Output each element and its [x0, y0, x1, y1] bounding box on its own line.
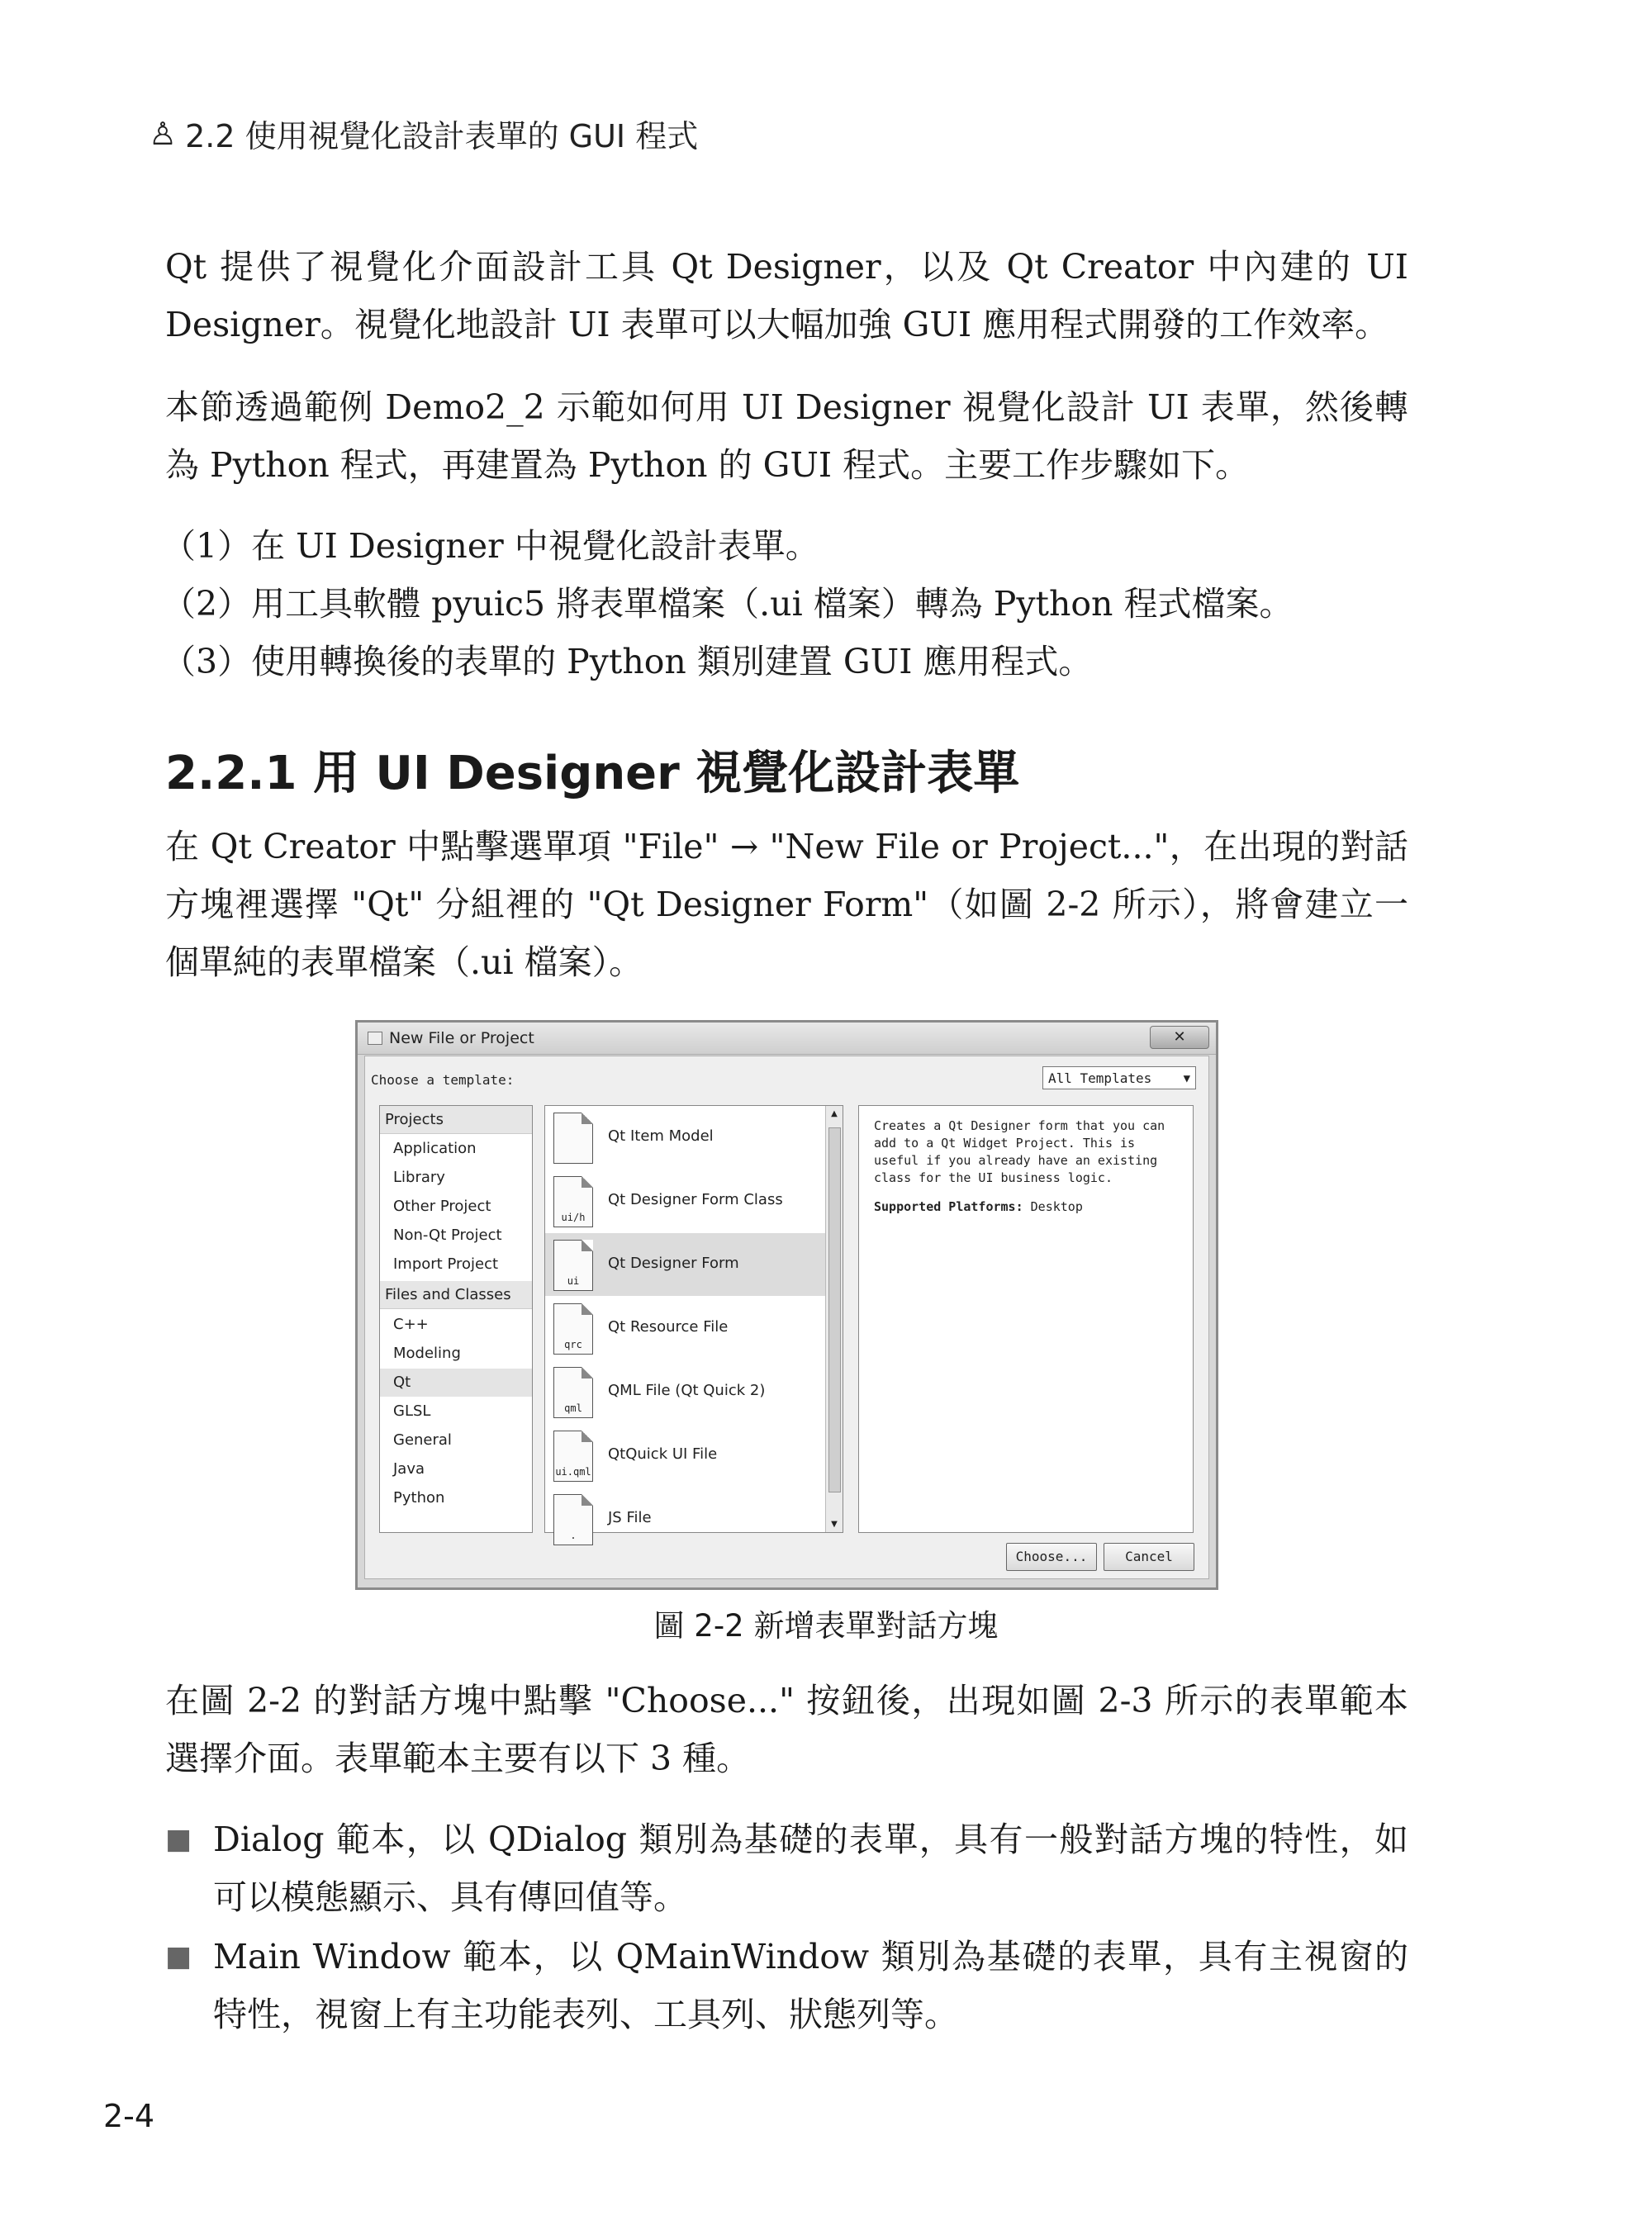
- file-template-item[interactable]: . JS File: [545, 1488, 826, 1550]
- close-button[interactable]: ✕: [1150, 1026, 1209, 1049]
- file-template-list[interactable]: [544, 1105, 843, 1541]
- section-paragraph: 在 Qt Creator 中點擊選單項 "File" → "New File or Project..."，在出現的對話方塊裡選擇 "Qt" 分組裡的 "Qt Designer Form"（如圖 2-2 所示），將會建立一個單純的表單檔案（.ui 檔案）。: [165, 827, 1408, 982]
- step-item: （1）在 UI Designer 中視覺化設計表單。: [162, 526, 819, 566]
- window-icon: [368, 1032, 382, 1045]
- step-item: （2）用工具軟體 pyuic5 將表單檔案（.ui 檔案）轉為 Python 程式檔案。: [162, 584, 1294, 624]
- after-figure-paragraph: 在圖 2-2 的對話方塊中點擊 "Choose..." 按鈕後，出現如圖 2-3 所示的表單範本選擇介面。表單範本主要有以下 3 種。: [165, 1681, 1408, 1778]
- choose-button[interactable]: Choose...: [1006, 1543, 1097, 1571]
- category-item[interactable]: Java: [393, 1460, 425, 1478]
- file-template-item[interactable]: qrc Qt Resource File: [545, 1297, 826, 1360]
- category-item[interactable]: Import Project: [393, 1255, 499, 1273]
- category-item[interactable]: Files and Classes: [380, 1281, 532, 1309]
- intro-paragraph-1: Qt 提供了視覺化介面設計工具 Qt Designer，以及 Qt Creator 中內建的 UI Designer。視覺化地設計 UI 表單可以大幅加強 GUI 應用程式開發的工作效率。: [165, 247, 1408, 344]
- category-item[interactable]: Non-Qt Project: [393, 1227, 502, 1244]
- template-filter-value: All Templates: [1048, 1070, 1152, 1086]
- category-item-selected[interactable]: Qt: [380, 1369, 532, 1397]
- template-description: [858, 1105, 1194, 1533]
- scrollbar-thumb[interactable]: [828, 1127, 841, 1492]
- document-icon: [553, 1113, 593, 1164]
- intro-paragraph-2: 本節透過範例 Demo2_2 示範如何用 UI Designer 視覺化設計 UI 表單，然後轉為 Python 程式，再建置為 Python 的 GUI 程式。主要工作步驟如下。: [165, 387, 1408, 485]
- section-title: 2.2.1 用 UI Designer 視覺化設計表單: [165, 747, 1020, 800]
- chevron-down-icon: ▼: [1183, 1072, 1190, 1085]
- document-icon: qrc: [553, 1303, 593, 1355]
- running-head-text: 2.2 使用視覺化設計表單的 GUI 程式: [185, 118, 699, 154]
- file-template-item[interactable]: qml QML File (Qt Quick 2): [545, 1360, 826, 1423]
- file-template-item[interactable]: ui/h Qt Designer Form Class: [545, 1170, 826, 1232]
- category-list[interactable]: [379, 1105, 533, 1533]
- bullet-item: ■ Dialog 範本，以 QDialog 類別為基礎的表單，具有一般對話方塊的特性，如可以模態顯示、具有傳回值等。: [165, 1810, 1408, 1926]
- figure-caption: 圖 2-2 新增表單對話方塊: [653, 1608, 999, 1644]
- category-item[interactable]: C++: [393, 1316, 429, 1333]
- bullet-square-icon: ■: [165, 1940, 192, 1973]
- file-list-scrollbar[interactable]: [825, 1106, 843, 1532]
- category-item[interactable]: Modeling: [393, 1345, 461, 1362]
- bullet-square-icon: ■: [165, 1823, 192, 1856]
- template-bullet-list: [165, 1810, 1408, 2045]
- category-item[interactable]: Projects: [380, 1106, 532, 1134]
- category-item[interactable]: GLSL: [393, 1402, 431, 1420]
- pawn-icon: ♙: [149, 115, 178, 152]
- page-number: 2-4: [103, 2098, 155, 2134]
- document-icon: ui/h: [553, 1176, 593, 1227]
- platforms-value: Desktop: [1023, 1199, 1083, 1214]
- document-icon: qml: [553, 1367, 593, 1418]
- scroll-up-arrow-icon[interactable]: ▲: [831, 1109, 838, 1118]
- document-icon: .: [553, 1494, 593, 1545]
- file-template-item[interactable]: ui.qml QtQuick UI File: [545, 1424, 826, 1487]
- document-icon: ui: [553, 1240, 593, 1291]
- dialog-title: New File or Project: [389, 1029, 534, 1047]
- category-item[interactable]: Other Project: [393, 1198, 491, 1215]
- step-list: [162, 517, 1409, 690]
- step-item: （3）使用轉換後的表單的 Python 類別建置 GUI 應用程式。: [162, 642, 1093, 681]
- category-item[interactable]: General: [393, 1431, 452, 1449]
- platforms-label: Supported Platforms:: [874, 1199, 1023, 1214]
- file-template-item[interactable]: Qt Item Model: [545, 1106, 826, 1169]
- choose-template-label: Choose a template:: [371, 1072, 515, 1088]
- file-template-item-selected[interactable]: ui Qt Designer Form: [545, 1233, 826, 1296]
- category-item[interactable]: Python: [393, 1489, 445, 1507]
- scroll-down-arrow-icon[interactable]: ▼: [831, 1520, 838, 1529]
- cancel-button[interactable]: Cancel: [1104, 1543, 1194, 1571]
- document-icon: ui.qml: [553, 1431, 593, 1482]
- category-item[interactable]: Application: [393, 1140, 477, 1157]
- bullet-item: ■ Main Window 範本，以 QMainWindow 類別為基礎的表單，具有主視窗的特性，視窗上有主功能表列、工具列、狀態列等。: [165, 1928, 1408, 2043]
- category-item[interactable]: Library: [393, 1169, 445, 1186]
- dialog-titlebar: [358, 1023, 1216, 1055]
- template-filter-select[interactable]: [1042, 1066, 1196, 1089]
- supported-platforms: [874, 1198, 1178, 1216]
- running-head: [149, 111, 698, 156]
- description-text: Creates a Qt Designer form that you can add to a Qt Widget Project. This is useful if you already have an existing class for the UI business logic.: [874, 1118, 1165, 1185]
- new-file-dialog: [355, 1020, 1218, 1590]
